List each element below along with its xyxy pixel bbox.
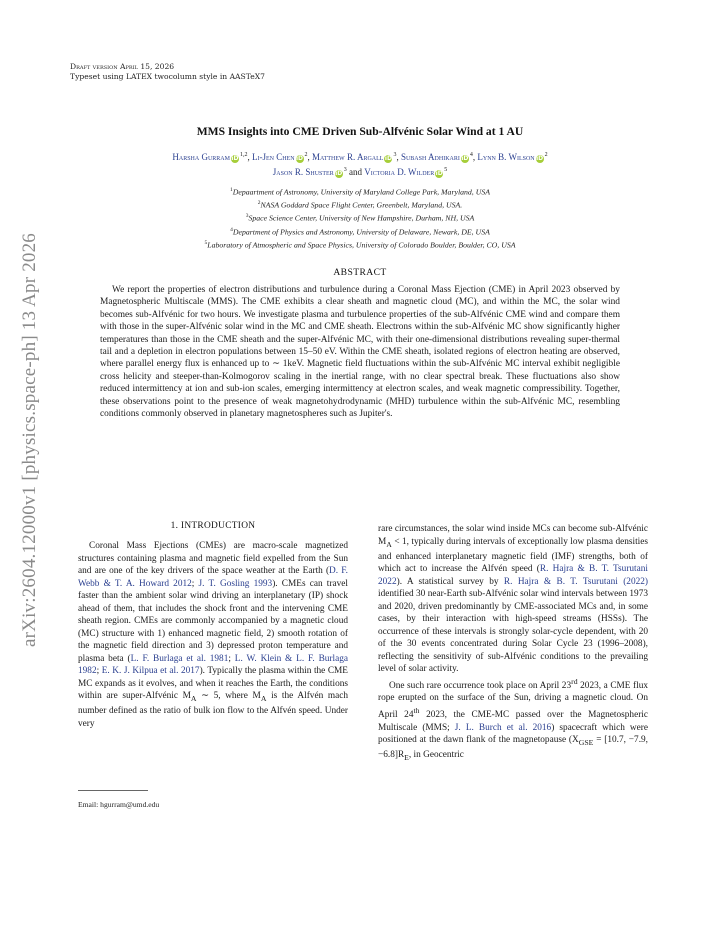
typeset-note: Typeset using LATEX twocolumn style in AASTeX7 (70, 72, 265, 81)
citation-link[interactable]: J. T. Gosling 1993 (198, 578, 273, 589)
affiliation-text: NASA Goddard Space Flight Center, Greenbelt, Maryland, USA. (260, 200, 463, 210)
author-affiliation-mark: 1,2 (239, 152, 248, 158)
author-line-2 (80, 164, 640, 179)
arxiv-sidebar (10, 210, 50, 670)
body-text: ∼ 5, where M (196, 691, 261, 701)
author-name[interactable]: Lynn B. Wilson (477, 152, 535, 162)
abstract-heading: ABSTRACT (333, 267, 387, 278)
body-text: Coronal Mass Ejections (CMEs) are macro-scale magnetized structures containing plasma and magnetic field expelled from the Sun and are one of the key drivers of the space weather at the Earth ( (78, 541, 348, 576)
intro-paragraph-1 (78, 540, 348, 730)
orcid-icon[interactable]: iD (384, 155, 392, 162)
body-text: One such rare occurrence took place on April 23 (389, 680, 572, 691)
footnote-rule (78, 790, 148, 791)
affiliation-line (70, 211, 650, 224)
intro-paragraph-2 (378, 523, 648, 676)
draft-version: Draft version April 15, 2026 (70, 62, 175, 71)
body-text: < 1, typically during intervals of exceptionally low plasma densities and enhanced interplanetary magnetic field (IMF) strengths, both of which act to increase the Alfvén speed ( (378, 536, 648, 575)
author-affiliation-mark: 2 (544, 152, 548, 158)
body-text: ) spacecraft which were positioned at the dawn flank of the magnetopause (X (378, 722, 648, 746)
author-name[interactable]: Victoria D. Wilder (364, 167, 435, 177)
subscript: A (386, 539, 392, 549)
subscript: GSE (578, 737, 594, 747)
citation-link[interactable]: D. F. Webb & T. A. Howard 2012 (78, 566, 348, 589)
author-separator: , (396, 152, 401, 162)
affiliation-text: Department of Physics and Astronomy, University of Delaware, Newark, DE, USA (232, 227, 490, 237)
arxiv-identifier: arXiv:2604.12000v1 [physics.space-ph] 13 Apr 2026 (19, 232, 41, 648)
citation-link[interactable]: L. F. Burlaga et al. 1981 (130, 653, 229, 664)
author-name[interactable]: Jason R. Shuster (272, 167, 334, 177)
orcid-icon[interactable]: iD (435, 170, 443, 177)
body-text: 2023, a CME flux rope erupted on the surface of the Sun, driving a magnetic cloud. On April 24 (378, 680, 648, 721)
subscript: E (404, 753, 409, 763)
citation-link[interactable]: R. Hajra & B. T. Tsurutani 2022 (378, 564, 649, 587)
body-text: identified 30 near-Earth sub-Alfvénic solar wind intervals between 1973 and 2020, driven predominantly by CME-associated MCs and, in some cases, by their interaction with high-speed streams (HSSs). The occurrence of these intervals is strongly solar-cycle dependent, with 20 of the 30 events concentrated during Solar Cycle 23 (1996–2008), reflecting the sensitivity of sub-Alfvénic conditions to the prevailing level of solar activity. (378, 589, 648, 675)
affiliation-mark: 2 (257, 200, 261, 207)
subscript: A (260, 693, 267, 703)
author-affiliation-mark: 3 (393, 152, 397, 158)
affiliation-text: Laboratory of Atmospheric and Space Physics, University of Colorado Boulder, Boulder, CO, USA (207, 240, 516, 250)
citation-link[interactable]: E. K. J. Kilpua et al. 2017 (101, 666, 200, 676)
body-text: = [10.7, −7.9, −6.8]R (378, 735, 648, 761)
body-text: , in Geocentric (408, 750, 464, 761)
affiliation-mark: 3 (245, 213, 249, 220)
body-text: ). Typically the plasma within the CME MC expands as it evolves, and when it reaches the Earth, the conditions within are super-Alfvénic M (78, 666, 348, 701)
paper-title: MMS Insights into CME Driven Sub-Alfvénic Solar Wind at 1 AU (196, 125, 524, 138)
right-column (378, 523, 648, 765)
author-affiliation-mark: 3 (343, 167, 347, 173)
left-column (78, 540, 348, 730)
author-list (80, 149, 640, 179)
author-affiliation-mark: 4 (469, 152, 473, 158)
author-separator: , (247, 152, 252, 162)
affiliation-line (70, 238, 650, 251)
author-affiliation-mark: 5 (444, 167, 448, 173)
footnote-email: Email: hgurram@umd.edu (78, 800, 160, 809)
orcid-icon[interactable]: iD (231, 155, 239, 162)
subscript: A (190, 693, 197, 703)
superscript: rd (571, 676, 578, 686)
author-name[interactable]: Li-Jen Chen (251, 152, 295, 162)
body-text: 2023, the CME-MC passed over the Magnetospheric Multiscale (MMS; (378, 710, 648, 733)
section-heading-introduction: 1. INTRODUCTION (170, 521, 256, 531)
intro-paragraph-3 (378, 676, 648, 765)
author-affiliation-mark: 2 (304, 152, 308, 158)
citation-link[interactable]: L. W. Klein & L. F. Burlaga 1982 (78, 653, 349, 676)
orcid-icon[interactable]: iD (335, 170, 343, 177)
author-line-1 (80, 149, 640, 164)
affiliation-mark: 4 (230, 226, 233, 233)
affiliation-line (70, 198, 650, 211)
author-and: and (346, 167, 365, 177)
body-text: ). CMEs can travel faster than the ambient solar wind driving an interplanetary (IP) shock ahead of them, that includes the shock front and the intervening CME sheath region. CMEs are commonly accompanied by a magnetic cloud (MC) structure with 1) enhanced magnetic field, 2) smooth rotation of the magnetic field direction and 3) depressed proton temperature and plasma beta ( (78, 578, 348, 664)
author-name[interactable]: Matthew R. Argall (312, 152, 384, 162)
orcid-icon[interactable]: iD (296, 155, 304, 162)
abstract-text: We report the properties of electron distributions and turbulence during a Coronal Mass Ejection (CME) in April 2023 observed by Magnetospheric Multiscale (MMS). The CME exhibits a clear sheath and magnetic cloud (MC), and within the MC, the solar wind becomes sub-Alfvénic for two hours. We investigate plasma and turbulence properties of the sub-Alfvénic CME wind and compare them with those in the super-Alfvénic solar wind in the MC and CME sheath. Electrons within the sub-Alfvénic MC show significantly higher temperatures than those in the CME sheath and the super-Alfvénic MC, with their one-dimensional distributions revealing super-thermal tail and a depletion in electron populations between 15–50 eV. Within the CME sheath, isolated regions of electron heating are observed, where parallel energy flux is enhanced up to ∼ 1keV. Magnetic field fluctuations within the sub-Alfvénic MC interval exhibit negligible cross helicity and steeper-than-Kolmogorov scaling in the inertial range, with no clear spectral break. These fluctuations also show reduced intermittency at ion and sub-ion scales, emerging intermittency at electron scales, and weak magnetic compressibility. Together, these observations point to the presence of weak magnetohydrodynamic (MHD) turbulence within the sub-Alfvénic MC, resembling conditions commonly observed in planetary magnetospheres such as Jupiter's. (100, 285, 620, 420)
author-separator: , (307, 152, 313, 162)
citation-link[interactable]: R. Hajra & B. T. Tsurutani (2022) (503, 576, 648, 587)
body-text: rare circumstances, the solar wind inside MCs can become sub-Alfvénic M (378, 524, 648, 547)
affiliation-mark: 1 (229, 187, 233, 193)
author-separator: , (472, 152, 478, 162)
affiliation-mark: 5 (204, 239, 208, 246)
body-text: ). A statistical survey by (396, 576, 504, 587)
header-meta (70, 62, 265, 82)
citation-link[interactable]: J. L. Burch et al. 2016 (454, 722, 552, 733)
superscript: th (413, 705, 420, 715)
body-text: ; (228, 653, 235, 664)
affiliation-line (70, 225, 650, 238)
affiliation-text: Space Science Center, University of New Hampshire, Durham, NH, USA (248, 213, 475, 223)
author-name[interactable]: Harsha Gurram (172, 152, 230, 162)
body-text: ; (96, 666, 102, 676)
affiliations (70, 185, 650, 251)
affiliation-line (70, 185, 650, 198)
affiliation-text: Depaartment of Astronomy, University of Maryland College Park, Maryland, USA (232, 187, 490, 197)
author-name[interactable]: Subash Adhikari (400, 152, 460, 162)
orcid-icon[interactable]: iD (461, 155, 469, 162)
body-text: is the Alfvén mach number defined as the ratio of bulk ion flow to the Alfvén speed. Under very (78, 691, 349, 729)
body-text: ; (191, 578, 199, 589)
orcid-icon[interactable]: iD (536, 155, 544, 162)
